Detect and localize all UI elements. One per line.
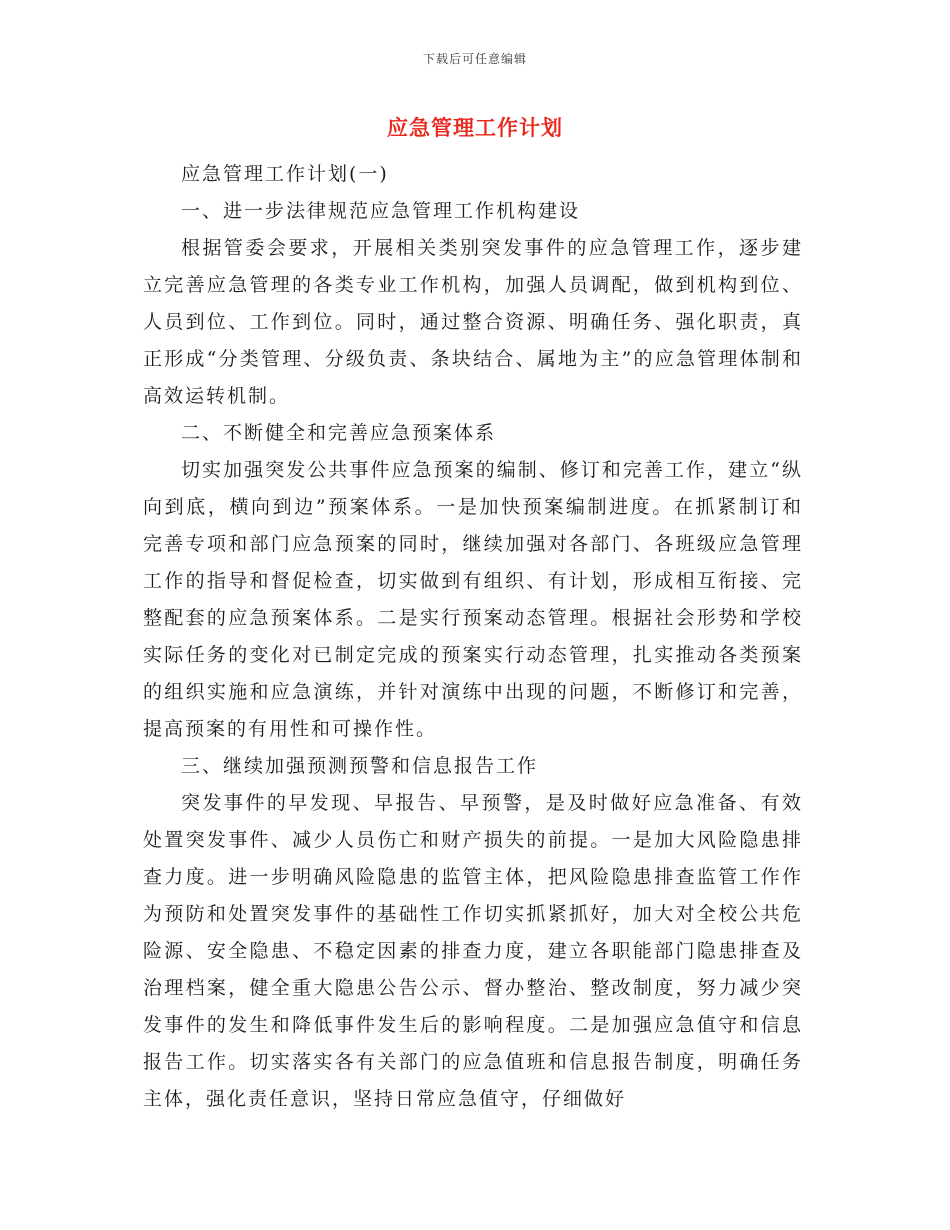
- paragraph-1: 根据管委会要求，开展相关类别突发事件的应急管理工作，逐步建立完善应急管理的各类专业工作机构，加强人员调配，做到机构到位、人员到位、工作到位。同时，通过整合资源、明确任务、强化职责，真正形成“分类管理、分级负责、条块结合、属地为主”的应急管理体制和高效运转机制。: [143, 237, 803, 407]
- section-heading-3: 三、继续加强预测预警和信息报告工作: [181, 755, 539, 777]
- section-heading-1: 一、进一步法律规范应急管理工作机构建设: [181, 200, 581, 222]
- section-heading-2: 二、不断健全和完善应急预案体系: [181, 422, 497, 444]
- paragraph-3: 突发事件的早发现、早报告、早预警，是及时做好应急准备、有效处置突发事件、减少人员伤亡和财产损失的前提。一是加大风险隐患排查力度。进一步明确风险隐患的监管主体，把风险隐患排查监管工作作为预防和处置突发事件的基础性工作切实抓紧抓好，加大对全校公共危险源、安全隐患、不稳定因素的排查力度，建立各职能部门隐患排查及治理档案，健全重大隐患公告公示、督办整治、整改制度，努力减少突发事件的发生和降低事件发生后的影响程度。二是加强应急值守和信息报告工作。切实落实各有关部门的应急值班和信息报告制度，明确任务主体，强化责任意识，坚持日常应急值守，仔细做好: [143, 792, 803, 1110]
- document-body: [143, 156, 803, 1118]
- paragraph-2: 切实加强突发公共事件应急预案的编制、修订和完善工作，建立“纵向到底，横向到边”预案体系。一是加快预案编制进度。在抓紧制订和完善专项和部门应急预案的同时，继续加强对各部门、各班级应急管理工作的指导和督促检查，切实做到有组织、有计划，形成相互衔接、完整配套的应急预案体系。二是实行预案动态管理。根据社会形势和学校实际任务的变化对已制定完成的预案实行动态管理，扎实推动各类预案的组织实施和应急演练，并针对演练中出现的问题，不断修订和完善，提高预案的有用性和可操作性。: [143, 459, 803, 740]
- section-heading-plan-one: 应急管理工作计划(一): [181, 163, 389, 185]
- header-note: 下载后可任意编辑: [422, 52, 527, 66]
- document-title: 应急管理工作计划: [387, 115, 563, 140]
